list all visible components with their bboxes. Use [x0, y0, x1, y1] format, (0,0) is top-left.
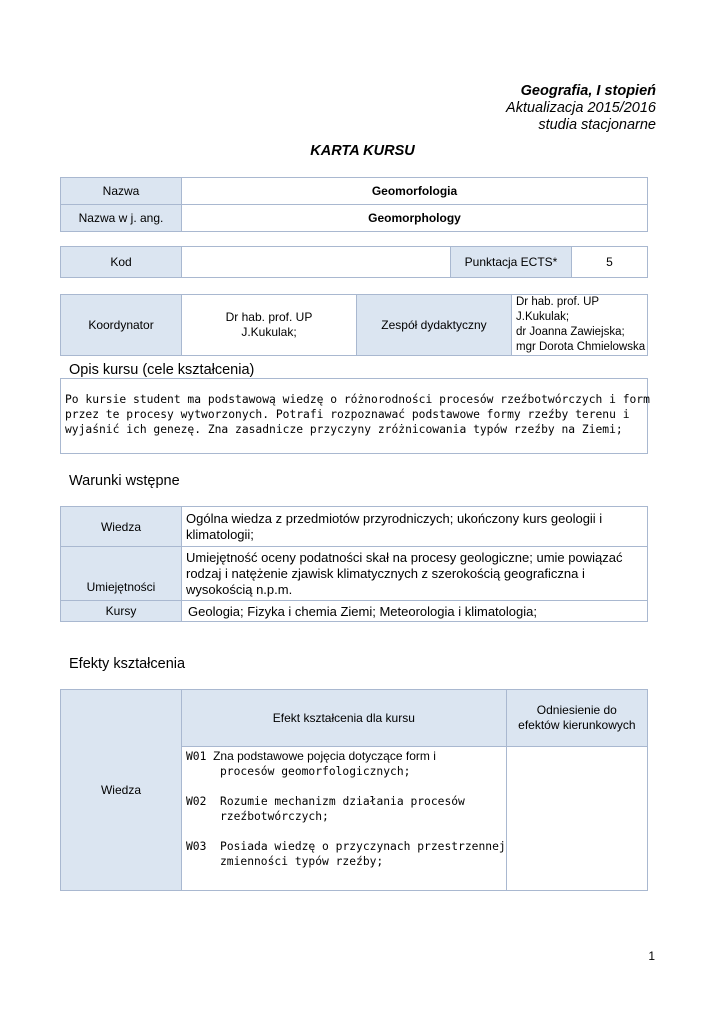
coordinator-value: Dr hab. prof. UP J.Kukulak;: [182, 295, 357, 356]
name-en-label: Nazwa w j. ang.: [61, 205, 182, 232]
outcomes-effects: [182, 747, 507, 891]
outcomes-row-label: Wiedza: [61, 690, 182, 891]
outcome-text: rzeźbotwórczych;: [220, 810, 329, 823]
team-label: Zespół dydaktyczny: [357, 295, 512, 356]
coordinator-label: Koordynator: [61, 295, 182, 356]
code-label: Kod: [61, 247, 182, 278]
ects-label: Punktacja ECTS*: [451, 247, 572, 278]
page-number: 1: [648, 949, 655, 963]
prereq-value: Geologia; Fizyka i chemia Ziemi; Meteorologia i klimatologia;: [182, 601, 648, 622]
outcome-item: [186, 794, 506, 824]
prereq-label: Umiejętności: [61, 547, 182, 601]
outcome-code: W02: [186, 795, 207, 808]
outcomes-heading: Efekty kształcenia: [69, 656, 186, 672]
update-year: Aktualizacja 2015/2016: [506, 100, 656, 116]
outcomes-col-effect: Efekt kształcenia dla kursu: [182, 690, 507, 747]
outcome-text: procesów geomorfologicznych;: [220, 765, 411, 778]
team-member: mgr Dorota Chmielowska: [516, 341, 646, 353]
name-label: Nazwa: [61, 178, 182, 205]
team-member: Dr hab. prof. UP J.Kukulak;: [516, 296, 599, 323]
team-member: dr Joanna Zawiejska;: [516, 326, 625, 338]
outcome-text: Posiada wiedzę o przyczynach przestrzennej: [220, 840, 506, 853]
prereq-label: Kursy: [61, 601, 182, 622]
outcome-item: [186, 839, 506, 869]
prereq-value: Umiejętność oceny podatności skał na procesy geologiczne; umie powiązać rodzaj i natężenie zjawisk klimatycznych z szerokością geograficzna i wysokością n.p.m.: [182, 547, 648, 601]
team-value: [512, 295, 648, 356]
description-line: przez te procesy wytworzonych. Potrafi rozpoznawać podstawowe formy rzeźby terenu i: [65, 408, 630, 421]
description-line: wyjaśnić ich genezę. Zna zasadnicze przyczyny zróżnicowania typów rzeźby na Ziemi;: [65, 423, 623, 436]
name-value: Geomorfologia: [182, 178, 648, 205]
course-name-table: [60, 177, 648, 232]
outcomes-col-reference: Odniesienie do efektów kierunkowych: [506, 690, 647, 747]
staff-table: [60, 294, 648, 356]
code-table: [60, 246, 648, 278]
description-heading: Opis kursu (cele kształcenia): [69, 362, 255, 378]
outcomes-reference-cell: [506, 747, 647, 891]
outcome-text: zmienności typów rzeźby;: [220, 855, 384, 868]
prereq-value: Ogólna wiedza z przedmiotów przyrodniczych; ukończony kurs geologii i klimatologii;: [182, 507, 648, 547]
prereq-label: Wiedza: [61, 507, 182, 547]
page-title: KARTA KURSU: [310, 143, 415, 159]
program-title: Geografia, I stopień: [520, 83, 656, 99]
outcome-text: Rozumie mechanizm działania procesów: [220, 795, 465, 808]
prerequisites-heading: Warunki wstępne: [69, 473, 180, 489]
ects-value: 5: [572, 247, 648, 278]
outcomes-table: [60, 689, 648, 891]
study-mode: studia stacjonarne: [538, 117, 656, 133]
outcome-text: Zna podstawowe pojęcia dotyczące form i: [213, 749, 436, 763]
outcome-item: [186, 749, 506, 779]
code-value: [182, 247, 451, 278]
description-box: [60, 378, 648, 454]
prerequisites-table: [60, 506, 648, 622]
outcome-code: W01: [186, 750, 207, 763]
description-line: Po kursie student ma podstawową wiedzę o różnorodności procesów rzeźbotwórczych i form: [65, 393, 650, 406]
name-en-value: Geomorphology: [182, 205, 648, 232]
outcome-code: W03: [186, 840, 207, 853]
